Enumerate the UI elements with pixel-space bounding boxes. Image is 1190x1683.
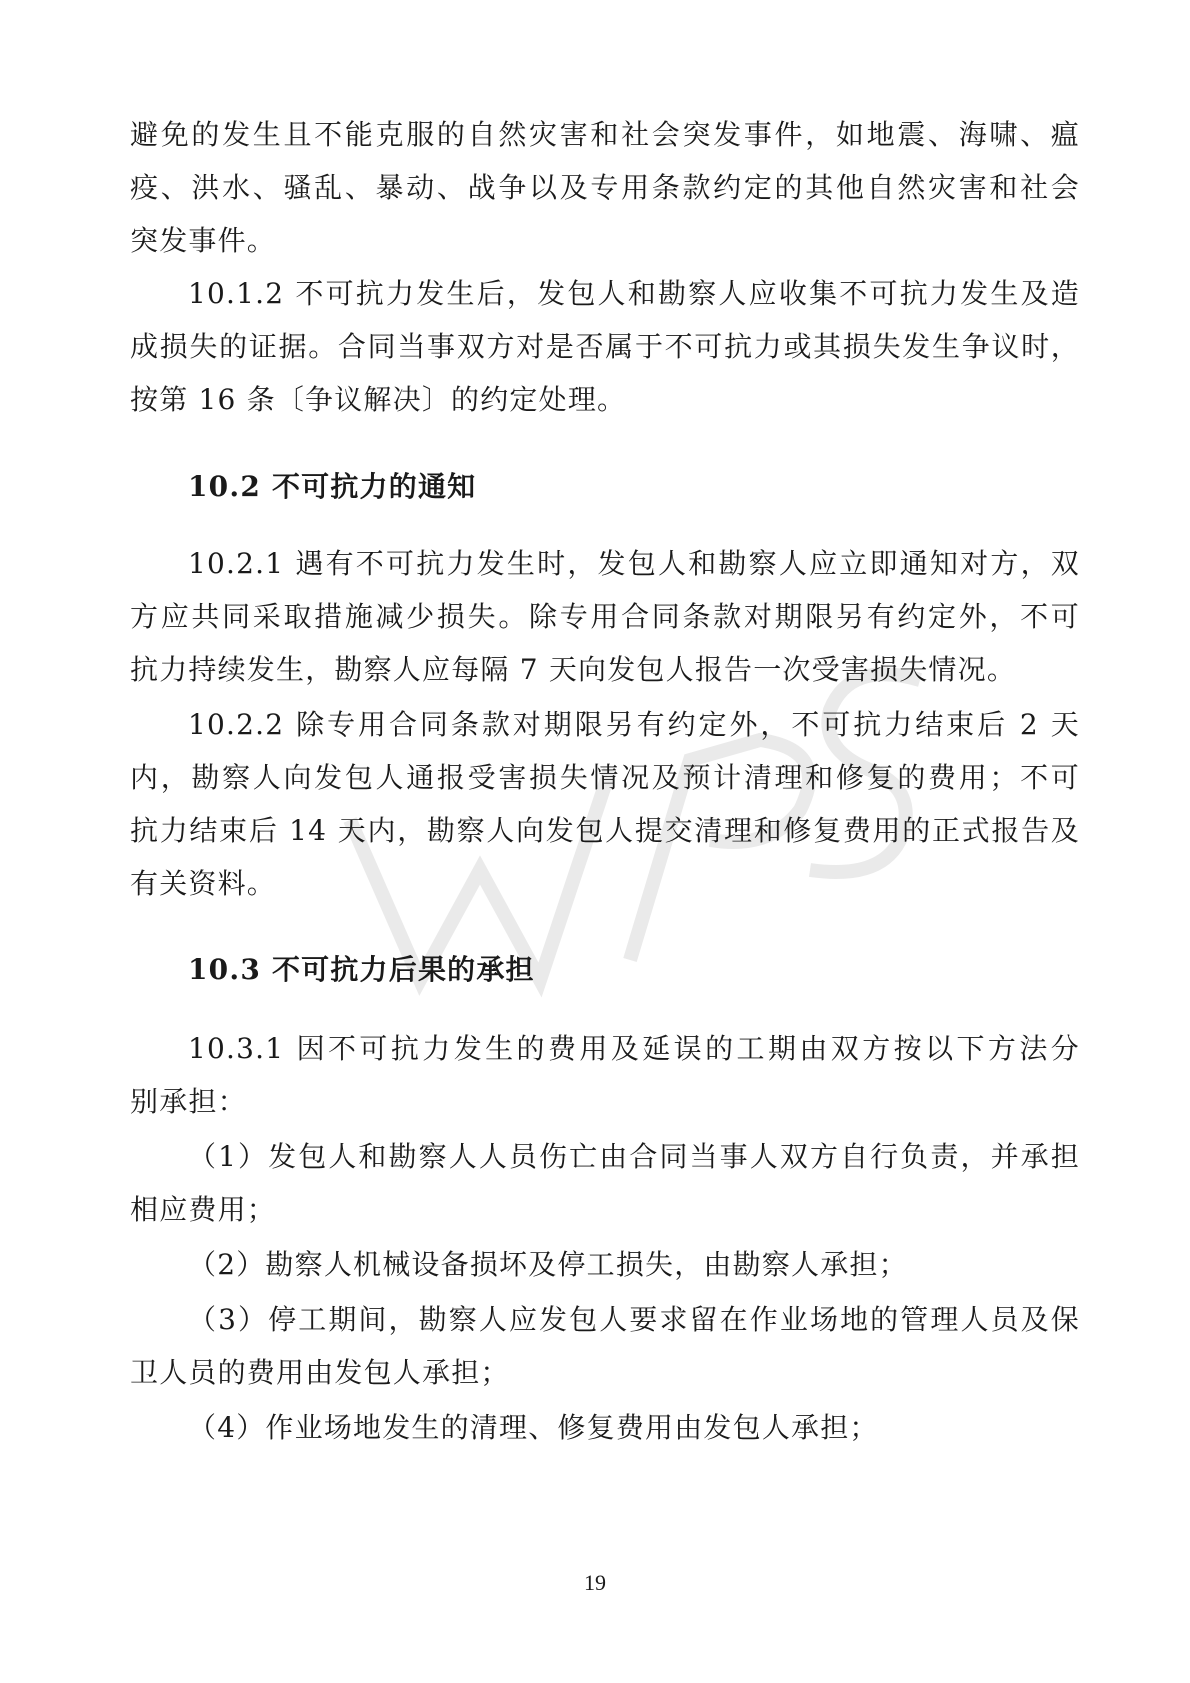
body-text-line: 相应费用； [130, 1193, 277, 1226]
body-text-line: 别承担： [130, 1085, 247, 1118]
section-heading-10-2: 10.2 不可抗力的通知 [188, 470, 477, 503]
list-item-4: （4）作业场地发生的清理、修复费用由发包人承担； [188, 1411, 879, 1444]
clause-10-1-2: 10.1.2 不可抗力发生后，发包人和勘察人应收集不可抗力发生及造 [188, 277, 1080, 310]
list-item-1: （1）发包人和勘察人人员伤亡由合同当事人双方自行负责，并承担 [188, 1140, 1080, 1173]
clause-10-2-2: 10.2.2 除专用合同条款对期限另有约定外，不可抗力结束后 2 天 [188, 708, 1080, 741]
list-item-3: （3）停工期间，勘察人应发包人要求留在作业场地的管理人员及保 [188, 1303, 1080, 1336]
body-text-line: 有关资料。 [130, 867, 277, 900]
clause-10-2-1: 10.2.1 遇有不可抗力发生时，发包人和勘察人应立即通知对方，双 [188, 547, 1080, 580]
body-text-line: 抗力持续发生，勘察人应每隔 7 天向发包人报告一次受害损失情况。 [130, 653, 1017, 686]
body-text-line: 按第 16 条〔争议解决〕的约定处理。 [130, 383, 627, 416]
body-text-line: 内，勘察人向发包人通报受害损失情况及预计清理和修复的费用；不可 [130, 761, 1080, 794]
page-number: 19 [584, 1570, 606, 1595]
clause-10-3-1: 10.3.1 因不可抗力发生的费用及延误的工期由双方按以下方法分 [188, 1032, 1080, 1065]
body-text-line: 抗力结束后 14 天内，勘察人向发包人提交清理和修复费用的正式报告及 [130, 814, 1080, 847]
body-text-line: 疫、洪水、骚乱、暴动、战争以及专用条款约定的其他自然灾害和社会 [130, 171, 1080, 204]
body-text-line: 避免的发生且不能克服的自然灾害和社会突发事件，如地震、海啸、瘟 [130, 118, 1080, 151]
body-text-line: 突发事件。 [130, 224, 277, 257]
body-text-line: 方应共同采取措施减少损失。除专用合同条款对期限另有约定外，不可 [130, 600, 1080, 633]
body-text-line: 卫人员的费用由发包人承担； [130, 1356, 510, 1389]
section-heading-10-3: 10.3 不可抗力后果的承担 [188, 953, 535, 986]
list-item-2: （2）勘察人机械设备损坏及停工损失，由勘察人承担； [188, 1248, 908, 1281]
body-text-line: 成损失的证据。合同当事双方对是否属于不可抗力或其损失发生争议时， [130, 330, 1080, 363]
